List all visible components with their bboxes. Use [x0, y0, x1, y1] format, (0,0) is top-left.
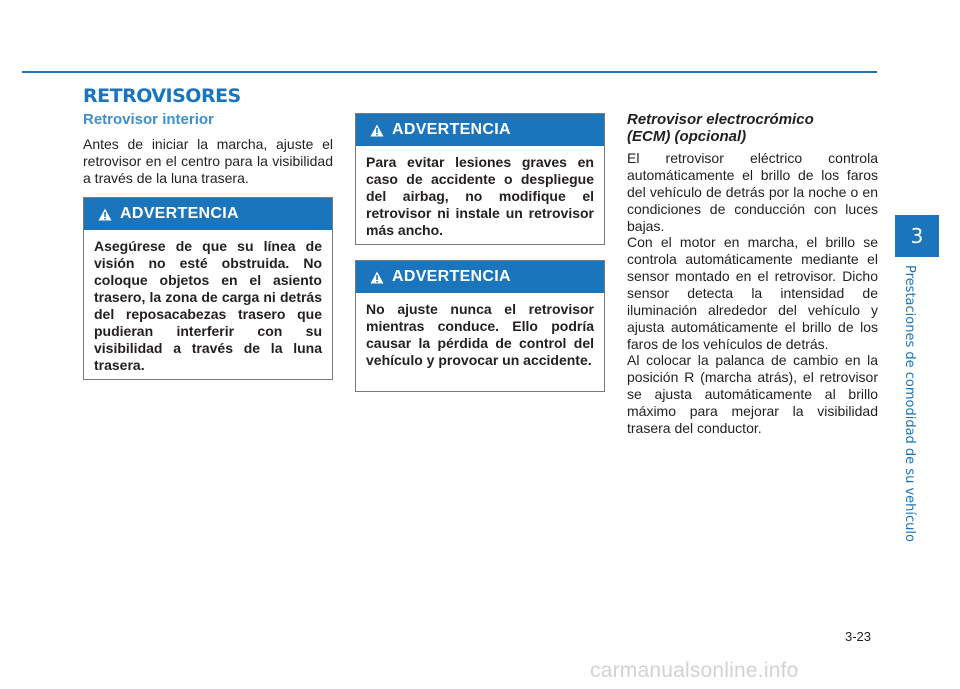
warning-text: Asegúrese de que su línea de visión no esté obstruida. No coloque objetos en el asiento trasero, la zona de carga ni detrás del reposacabezas trasero que pudieran interferir con su visibilidad a través de la luna trasera.: [94, 238, 322, 373]
warning-header: [356, 261, 604, 293]
warning-triangle-icon: [370, 124, 384, 137]
warning-title: ADVERTENCIA: [392, 268, 511, 285]
top-rule: [22, 71, 877, 73]
warning-text: No ajuste nunca el retrovisor mientras conduce. Ello podría causar la pérdida de control del vehículo y provocar un accidente.: [366, 301, 594, 368]
warning-text: Para evitar lesiones graves en caso de accidente o despliegue del airbag, no modifique el retrovisor ni instale un retrovisor más ancho.: [366, 154, 594, 238]
chapter-label: Prestaciones de comodidad de su vehículo: [902, 265, 917, 542]
intro-paragraph: Antes de iniciar la marcha, ajuste el retrovisor en el centro para la visibilidad a través de la luna trasera.: [83, 136, 333, 186]
section-title: RETROVISORES: [83, 85, 241, 107]
warning-title: ADVERTENCIA: [392, 121, 511, 138]
ecm-heading-line1: Retrovisor electrocrómico: [627, 111, 814, 128]
warning-triangle-icon: [98, 208, 112, 221]
warning-title: ADVERTENCIA: [120, 205, 239, 222]
warning-box-airbag: [355, 113, 605, 245]
ecm-heading-line2: (ECM) (opcional): [627, 128, 747, 145]
ecm-paragraph-3: Al colocar la palanca de cambio en la posición R (marcha atrás), el retrovisor se ajusta automáticamente al brillo máximo para mejorar la visibilidad trasera del conductor.: [627, 352, 878, 436]
warning-header: [84, 198, 332, 230]
warning-triangle-icon: [370, 271, 384, 284]
warning-box-airflow: [83, 197, 333, 380]
subsection-title: Retrovisor interior: [83, 111, 214, 128]
warning-header: [356, 114, 604, 146]
watermark: carmanualsonline.info: [590, 659, 799, 682]
ecm-paragraph-1: El retrovisor eléctrico controla automáticamente el brillo de los faros del vehículo de detrás por la noche o en condiciones de conducción con luces bajas.: [627, 150, 878, 234]
warning-box-driving: [355, 260, 605, 392]
ecm-heading: [627, 111, 814, 145]
ecm-paragraph-2: Con el motor en marcha, el brillo se controla automáticamente mediante el sensor montado en el retrovisor. Dicho sensor detecta la intensidad de iluminación alrededor del vehículo y ajusta automáticamente el brillo de los faros de los vehículos de detrás.: [627, 234, 878, 352]
page-number: 3-23: [845, 629, 872, 644]
chapter-tab: 3: [895, 215, 939, 257]
